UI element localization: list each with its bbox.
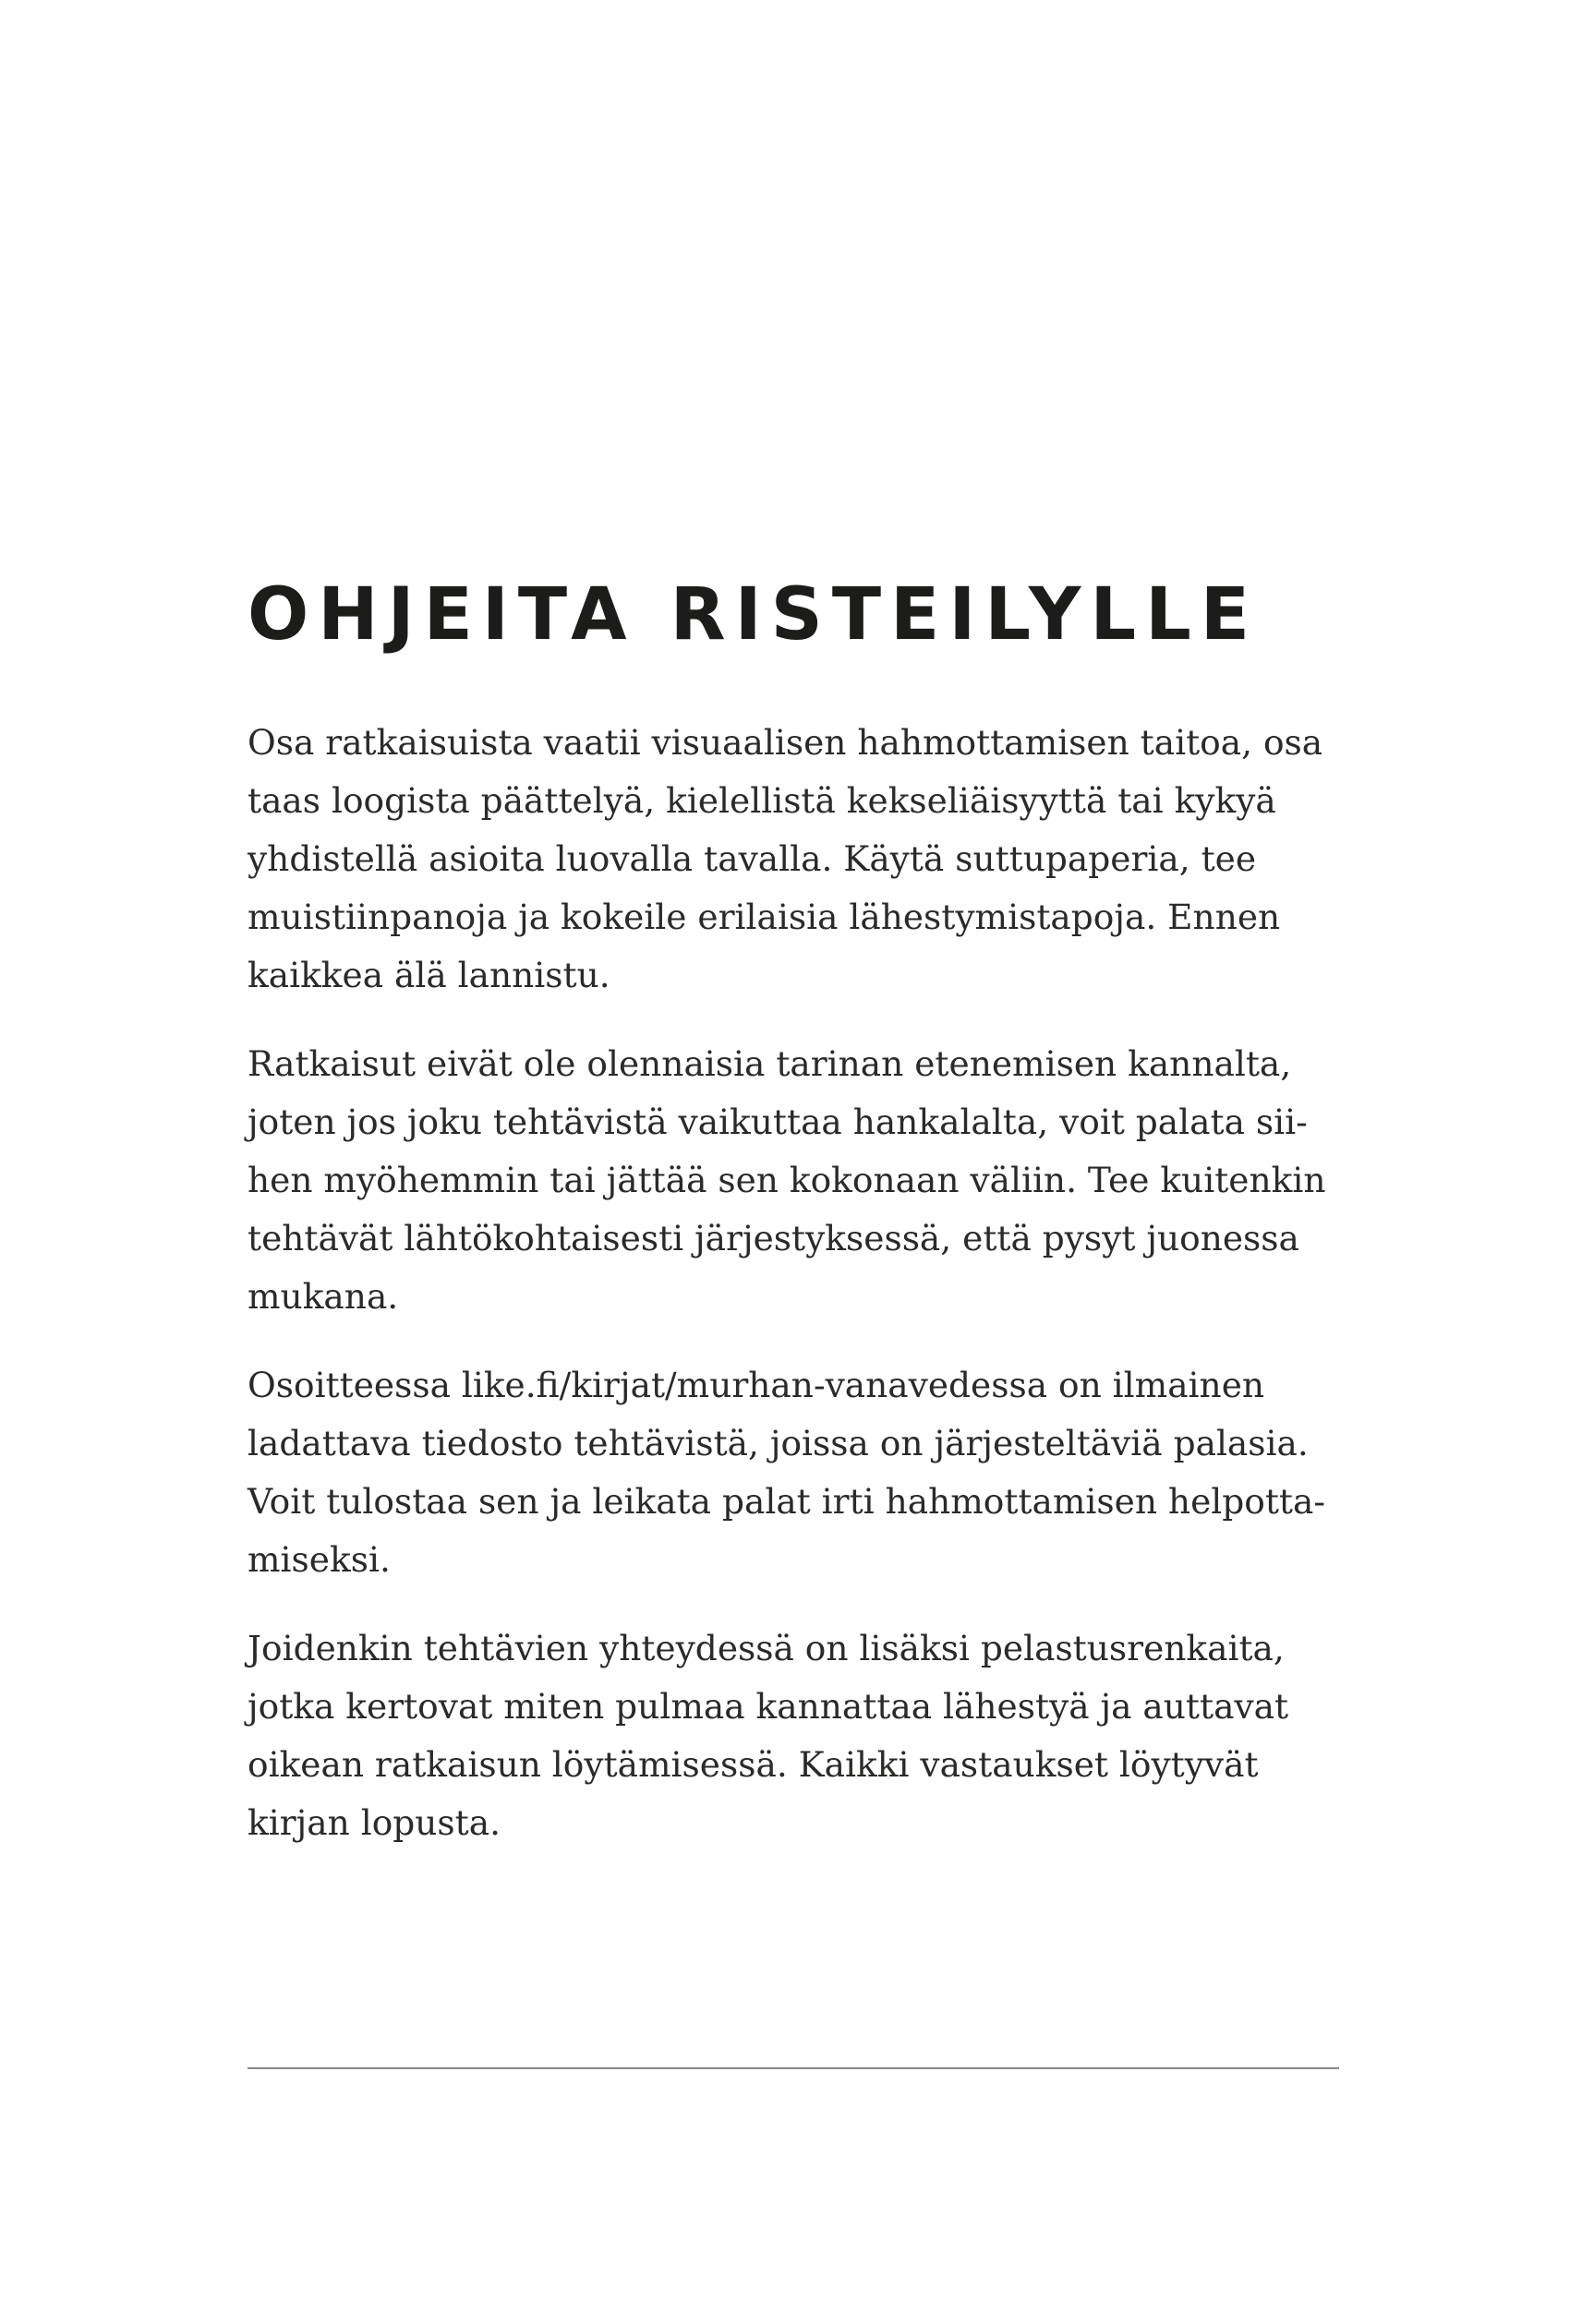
paragraph-download-file	[248, 1356, 1356, 1589]
text-line: Voit tulostaa sen ja leikata palat irti hahmottamisen helpotta-	[248, 1481, 1326, 1522]
text-line: yhdistellä asioita luovalla tavalla. Käytä suttupaperia, tee	[248, 838, 1257, 879]
text-line: tehtävät lähtökohtaisesti järjestyksessä, että pysyt juonessa	[248, 1218, 1299, 1258]
paragraph-puzzle-approach	[248, 714, 1356, 1005]
text-line: Osa ratkaisuista vaatii visuaalisen hahmottamisen taitoa, osa	[248, 722, 1323, 763]
text-line: kaikkea älä lannistu.	[248, 955, 610, 995]
text-line: oikean ratkaisun löytämisessä. Kaikki vastaukset löytyvät	[248, 1744, 1259, 1785]
text-line: jotka kertovat miten pulmaa kannattaa lähestyä ja auttavat	[248, 1686, 1289, 1727]
horizontal-divider	[248, 2067, 1339, 2069]
text-line: taas loogista päättelyä, kielellistä kekseliäisyyttä tai kykyä	[248, 780, 1276, 821]
text-line: ladattava tiedosto tehtävistä, joissa on järjesteltäviä palasia.	[248, 1423, 1309, 1463]
text-line: Ratkaisut eivät ole olennaisia tarinan etenemisen kannalta,	[248, 1043, 1292, 1084]
text-line: joten jos joku tehtävistä vaikuttaa hankalalta, voit palata sii-	[248, 1102, 1308, 1142]
text-line: mukana.	[248, 1276, 399, 1317]
paragraph-lifebuoys	[248, 1620, 1356, 1852]
text-line: hen myöhemmin tai jättää sen kokonaan väliin. Tee kuitenkin	[248, 1160, 1326, 1200]
page-title: OHJEITA RISTEILYLLE	[248, 573, 1260, 656]
text-line: Joidenkin tehtävien yhteydessä on lisäksi pelastusrenkaita,	[248, 1628, 1285, 1668]
text-line: muistiinpanoja ja kokeile erilaisia lähestymistapoja. Ennen	[248, 897, 1281, 937]
text-line: kirjan lopusta.	[248, 1802, 501, 1843]
text-line: miseksi.	[248, 1539, 391, 1580]
text-line: Osoitteessa like.fi/kirjat/murhan-vanavedessa on ilmainen	[248, 1365, 1265, 1405]
paragraph-story-progress	[248, 1035, 1356, 1326]
